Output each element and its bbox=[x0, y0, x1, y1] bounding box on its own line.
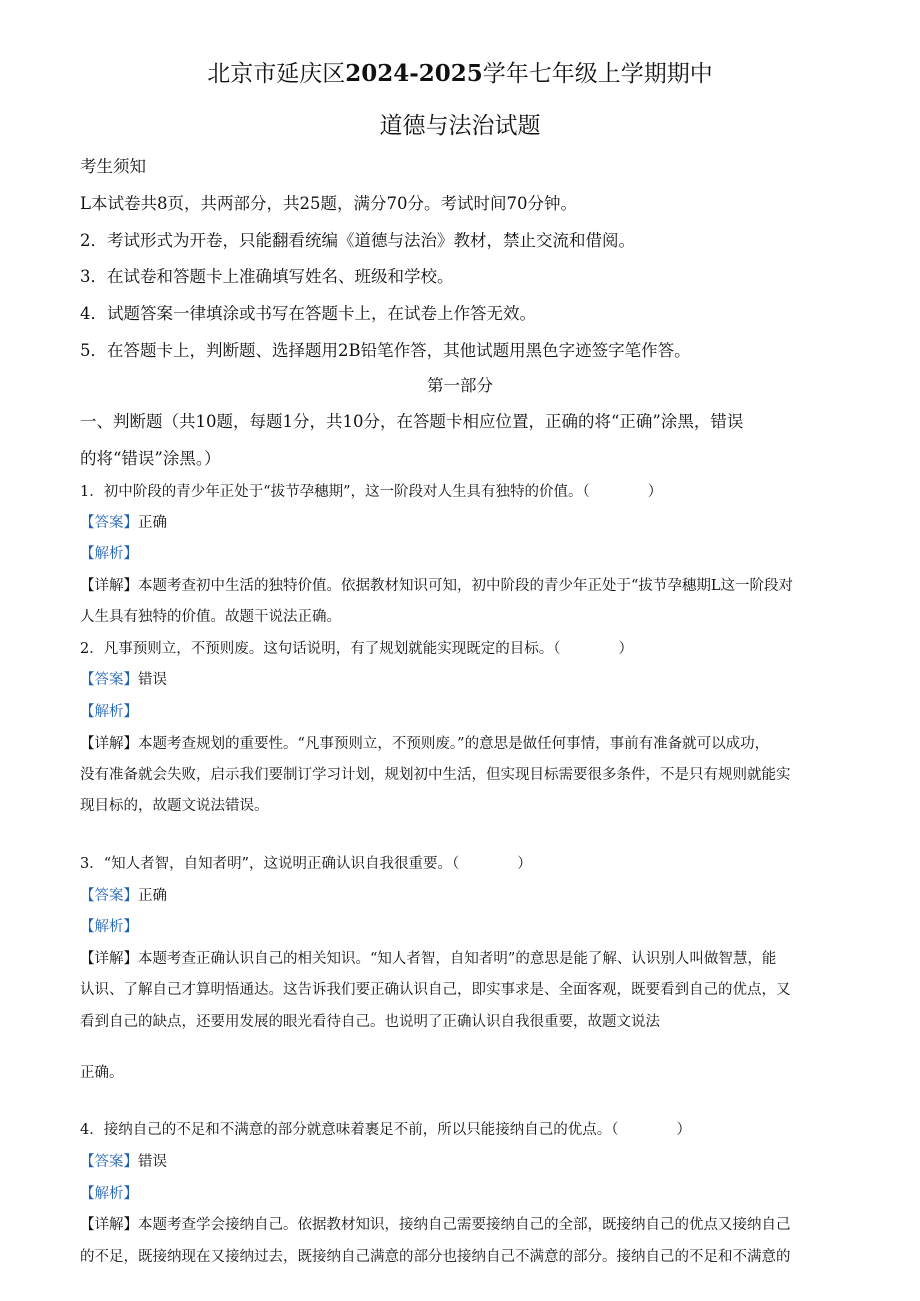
question-2-detail-line3: 现目标的，故题文说法错误。 bbox=[80, 798, 269, 814]
question-3-detail-line2: 认识、了解自己才算明悟通达。这告诉我们要正确认识自己，即实事求是、全面客观，既要看到自己的优点，又 bbox=[80, 982, 791, 998]
detail-tag: 【详解】 bbox=[80, 951, 138, 967]
question-3-analysis-tag: 【解析】 bbox=[80, 919, 138, 935]
answer-tag: 【答案】 bbox=[80, 888, 138, 904]
section-heading-line2: 的将“错误”涂黑。） bbox=[80, 449, 221, 468]
question-2-stem: 2．凡事预则立，不预则废。这句话说明，有了规划就能实现既定的目标。（ ） bbox=[80, 641, 633, 657]
question-4-detail-line2: 的不足，既接纳现在又接纳过去，既接纳自己满意的部分也接纳自己不满意的部分。接纳自己的不足和不满意的 bbox=[80, 1249, 791, 1265]
question-3-detail-line4: 正确。 bbox=[80, 1065, 124, 1081]
notice-item-3: 3．在试卷和答题卡上准确填写姓名、班级和学校。 bbox=[80, 267, 454, 286]
answer-tag: 【答案】 bbox=[80, 515, 138, 531]
question-2-detail-line2: 没有准备就会失败，启示我们要制订学习计划，规划初中生活，但实现目标需要很多条件，不是只有规则就能实 bbox=[80, 767, 791, 783]
question-4-analysis-tag: 【解析】 bbox=[80, 1186, 138, 1202]
exam-title-line2: 道德与法治试题 bbox=[379, 113, 541, 139]
question-3-answer: 【答案】正确 bbox=[80, 888, 167, 904]
question-2-analysis-tag: 【解析】 bbox=[80, 704, 138, 720]
question-4-answer: 【答案】错误 bbox=[80, 1154, 167, 1170]
notice-item-5: 5．在答题卡上，判断题、选择题用2B铅笔作答，其他试题用黑色字迹签字笔作答。 bbox=[80, 341, 691, 360]
detail-tag: 【详解】 bbox=[80, 578, 138, 594]
question-3-detail-line1: 【详解】本题考查正确认识自己的相关知识。“知人者智，自知者明”的意思是能了解、认识别人叫做智慧，能 bbox=[80, 951, 777, 967]
detail-tag: 【详解】 bbox=[80, 1217, 138, 1233]
detail-tag: 【详解】 bbox=[80, 736, 138, 752]
question-3-stem: 3．“知人者智，自知者明”，这说明正确认识自我很重要。（ ） bbox=[80, 856, 532, 872]
question-1-detail-line1: 【详解】本题考查初中生活的独特价值。依据教材知识可知，初中阶段的青少年正处于“拔节孕穗期L这一阶段对 bbox=[80, 578, 794, 594]
question-4-stem: 4．接纳自己的不足和不满意的部分就意味着裹足不前，所以只能接纳自己的优点。（ ） bbox=[80, 1122, 691, 1138]
exam-title-line1: 北京市延庆区2024-2025学年七年级上学期期中 bbox=[207, 60, 713, 87]
question-4-detail-line1: 【详解】本题考查学会接纳自己。依据教材知识，接纳自己需要接纳自己的全部，既接纳自己的优点又接纳自己 bbox=[80, 1217, 791, 1233]
question-1-answer: 【答案】正确 bbox=[80, 515, 167, 531]
question-2-answer: 【答案】错误 bbox=[80, 672, 167, 688]
question-2-detail-line1: 【详解】本题考查规划的重要性。“凡事预则立，不预则废。”的意思是做任何事情，事前有准备就可以成功， bbox=[80, 736, 770, 752]
notice-item-4: 4．试题答案一律填涂或书写在答题卡上，在试卷上作答无效。 bbox=[80, 304, 536, 323]
answer-tag: 【答案】 bbox=[80, 672, 138, 688]
question-1-analysis-tag: 【解析】 bbox=[80, 546, 138, 562]
notice-item-1: L本试卷共8页，共两部分，共25题，满分70分。考试时间70分钟。 bbox=[80, 194, 577, 213]
question-3-detail-line3: 看到自己的缺点，还要用发展的眼光看待自己。也说明了正确认识自我很重要，故题文说法 bbox=[80, 1014, 660, 1030]
question-1-stem: 1．初中阶段的青少年正处于“拔节孕穗期”，这一阶段对人生具有独特的价值。（ ） bbox=[80, 484, 663, 500]
answer-tag: 【答案】 bbox=[80, 1154, 138, 1170]
part-title: 第一部分 bbox=[427, 376, 493, 395]
question-1-detail-line2: 人生具有独特的价值。故题干说法正确。 bbox=[80, 609, 341, 625]
notice-item-2: 2．考试形式为开卷，只能翻看统编《道德与法治》教材，禁止交流和借阅。 bbox=[80, 231, 635, 250]
section-heading-line1: 一、判断题（共10题，每题1分，共10分，在答题卡相应位置，正确的将“正确”涂黑，错误 bbox=[80, 412, 744, 431]
notice-heading: 考生须知 bbox=[80, 157, 146, 176]
